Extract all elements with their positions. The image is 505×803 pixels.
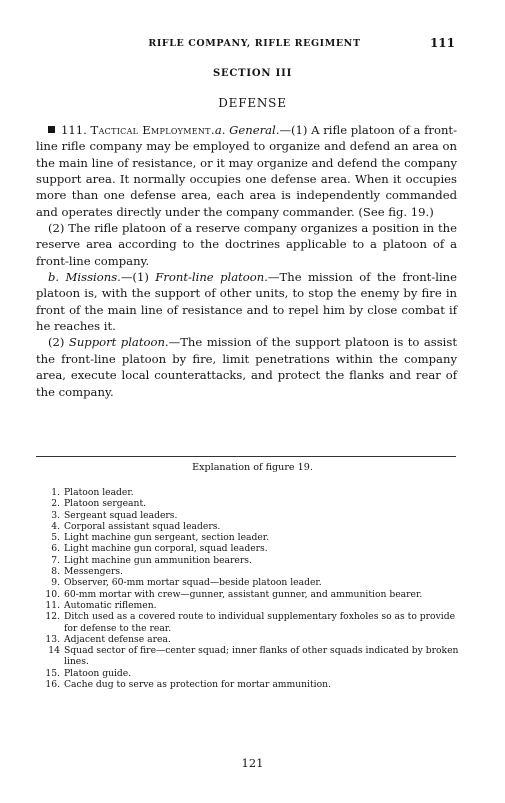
list-item-text: Adjacent defense area. [64,633,171,645]
support-platoon-title: Support platoon. [68,335,169,350]
list-item [36,543,460,554]
list-item-text: Platoon sergeant. [64,498,147,510]
list-item [36,679,460,690]
list-item [36,555,460,566]
support-platoon-prefix: (2) [48,335,69,350]
list-item-text: Corporal assistant squad leaders. [64,520,221,532]
list-item-number: 8. [51,566,60,578]
list-item-number: 16. [45,679,60,691]
paragraph-bullet-icon [48,126,55,133]
list-item-text: Cache dug to serve as protection for mortar ammunition. [64,679,331,691]
front-line-platoon-text: —The mission of the front-line platoon is, with the support of other units, to stop the enemy by fire in front of the main line of resistance and to repel him by close combat if he reaches it. [36,270,457,334]
footer-page-number: 121 [241,756,264,770]
divider-rule [36,456,456,457]
list-item [36,611,460,634]
list-item-text: Platoon guide. [64,667,132,679]
list-item-text: Observer, 60-mm mortar squad—beside platoon leader. [64,577,322,589]
list-item-text: Squad sector of fire—center squad; inner flanks of other squads indicated by broken lines. [64,645,459,668]
list-item-text: Automatic riflemen. [64,599,157,611]
list-item-number: 3. [51,509,60,521]
list-item-number: 10. [45,588,60,600]
list-item [36,577,460,588]
list-item [36,487,460,498]
list-item [36,645,460,668]
list-item-number: 15. [45,667,60,679]
list-item [36,521,460,532]
list-item [36,600,460,611]
subparagraph-b-label: b. Missions. [48,270,121,285]
list-item-text: Messengers. [64,566,123,578]
list-item-number: 11. [45,599,60,611]
list-item [36,589,460,600]
header-page-number: 111 [429,36,455,50]
list-item-number: 13. [45,633,60,645]
list-item-text: Ditch used as a covered route to individual supplementary foxholes so as to provide for defense to the rear. [64,611,456,634]
support-platoon-text: —The mission of the support platoon is to assist the front-line platoon by fire, limit penetrations within the company area, execute local counterattacks, and protect the flanks and rear of the company. [36,335,457,399]
list-item-number: 14 [48,645,60,657]
list-item-number: 4. [51,520,60,532]
list-item [36,532,460,543]
list-item [36,634,460,645]
list-item-number: 5. [51,532,60,544]
list-item-number: 9. [51,577,60,589]
paragraph-111-1 [36,122,457,220]
list-item-text: Light machine gun corporal, squad leaders. [64,543,268,555]
list-item [36,566,460,577]
subparagraph-letter: a. [214,123,226,137]
list-item-number: 7. [51,554,60,566]
subparagraph-b-prefix: —(1) [120,270,156,285]
running-title: RIFLE COMPANY, RIFLE REGIMENT [148,38,361,49]
paragraph-text: —(1) A rifle platoon of a front-line rifle company may be employed to organize and defend an area on the main line of resistance, or it may organize and defend the company support area. It normally occupies one defense area. When it occupies more than one defense area, each area is independently commanded and operates directly under the company commander. (See fig. 19.) [36,123,458,219]
list-item-text: Sergeant squad leaders. [64,509,178,521]
front-line-platoon-title: Front-line platoon. [155,270,268,285]
list-item-text: Light machine gun sergeant, section leader. [64,532,270,544]
paragraph-b-1 [36,269,457,334]
explanation-list [36,487,460,690]
list-item [36,668,460,679]
list-item-number: 12. [45,611,60,623]
list-item-text: Light machine gun ammunition bearers. [64,554,252,566]
list-item [36,498,460,509]
paragraph-heading: Tactical Employment. [90,123,215,137]
paragraph-b-2 [36,334,457,399]
paragraph-111-2: (2) The rifle platoon of a reserve company organizes a position in the reserve area according to the doctrines applicable to a platoon of a front-line company. [36,221,457,268]
list-item [36,510,460,521]
section-title: DEFENSE [218,96,287,110]
body-text [36,122,457,400]
list-item-number: 6. [51,543,60,555]
list-item-text: Platoon leader. [64,487,134,498]
paragraph-number: 111. [61,123,87,137]
list-item-number: 2. [51,498,60,510]
section-label: SECTION III [212,68,293,79]
list-item-number: 1. [51,487,60,498]
list-item-text: 60-mm mortar with crew—gunner, assistant gunner, and ammunition bearer. [64,588,423,600]
subparagraph-title: General. [229,123,280,137]
running-header [34,36,475,52]
explanation-title: Explanation of figure 19. [192,462,313,473]
